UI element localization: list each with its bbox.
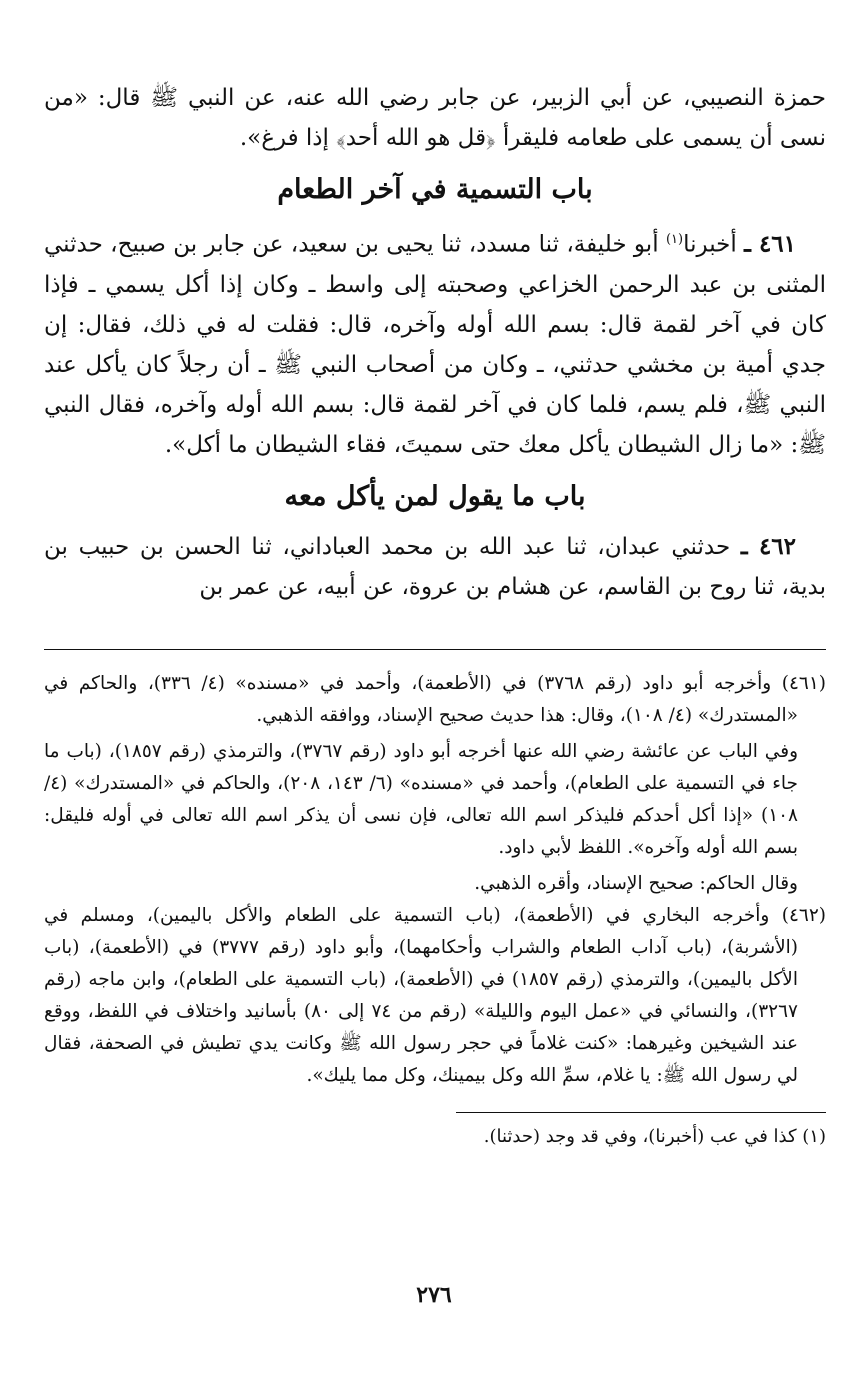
intro-paragraph: حمزة النصيبي، عن أبي الزبير، عن جابر رضي الله عنه، عن النبي ﷺ قال: «من نسى أن يسمى على طعامه فليقرأ ﴿قل هو الله أحد﴾ إذا فرغ».: [44, 85, 826, 151]
hadith-461-text: أبو خليفة، ثنا مسدد، ثنا يحيى بن سعيد، عن جابر بن صبيح، حدثني المثنى بن عبد الرحمن الخزاعي وصحبته إلى واسط ـ وكان إذا أكل يسمي ـ فإذا كان في آخر لقمة قال: بسم الله أوله وآخره، قال: فقلت له في ذلك، فقال: إن جدي أمية بن مخشي حدثني، ـ وكان من أصحاب النبي ﷺ ـ أن رجلاً كان يأكل عند النبي ﷺ، فلم يسم، فلما كان في آخر لقمة قال: بسم الله أوله وآخره، فقال النبي ﷺ: «ما زال الشيطان يأكل معك حتى سميتَ، فقاء الشيطان ما أكل».: [44, 231, 826, 458]
editor-note-divider: [456, 1112, 826, 1113]
footnote-divider: [44, 649, 826, 650]
hadith-461-lead: أخبرنا: [683, 231, 737, 258]
section-heading-tasmiya: باب التسمية في آخر الطعام: [277, 174, 593, 205]
hadith-462-number: ٤٦٢ ـ: [740, 532, 796, 560]
section-heading-eating-companion: باب ما يقول لمن يأكل معه: [284, 480, 586, 512]
page-number: ٢٧٦: [416, 1282, 452, 1308]
hadith-461: [44, 220, 826, 465]
editor-note-1: (١) كذا في عب (أخبرنا)، وفي قد وجد (حدثنا).: [483, 1125, 826, 1147]
footnote-461-hakim: وقال الحاكم: صحيح الإسناد، وأقره الذهبي.: [474, 872, 798, 894]
hadith-462: [44, 527, 826, 607]
footnote-ref-1[interactable]: (١): [665, 232, 684, 247]
hadith-462-text: حدثني عبدان، ثنا عبد الله بن محمد العباداني، ثنا الحسن بن حبيب بن بدية، ثنا روح بن القاسم، عن هشام بن عروة، عن أبيه، عن عمر بن: [44, 533, 826, 600]
footnote-462: (٤٦٢) وأخرجه البخاري في (الأطعمة)، (باب التسمية على الطعام والأكل باليمين)، ومسلم في (الأشربة)، (باب آداب الطعام والشراب وأحكامهما)، وأبو داود (رقم ٣٧٧٧) في (الأطعمة)، (باب الأكل باليمين)، والترمذي (رقم ١٨٥٧) في (الأطعمة)، (باب التسمية على الطعام)، وابن ماجه (رقم ٣٢٦٧)، والنسائي في «عمل اليوم والليلة» (رقم من ٧٤ إلى ٨٠) بأسانيد واختلاف في اللفظ، ووقع عند الشيخين وغيرهما: «كنت غلاماً في حجر رسول الله ﷺ وكانت يدي تطيش في الصحفة، فقال لي رسول الله ﷺ: يا غلام، سمِّ الله وكل بيمينك، وكل مما يليك».: [44, 904, 826, 1086]
footnote-461-aisha: وفي الباب عن عائشة رضي الله عنها أخرجه أبو داود (رقم ٣٧٦٧)، والترمذي (رقم ١٨٥٧)، (باب ما جاء في التسمية على الطعام)، وأحمد في «مسنده» (٦/ ١٤٣، ٢٠٨)، والحاكم في «المستدرك» (٤/ ١٠٨) «إذا أكل أحدكم فليذكر اسم الله تعالى، فإن نسى أن يذكر اسم الله تعالى في أوله فليقل: بسم الله أوله وآخره». اللفظ لأبي داود.: [44, 740, 798, 858]
footnote-461-main: (٤٦١) وأخرجه أبو داود (رقم ٣٧٦٨) في (الأطعمة)، وأحمد في «مسنده» (٤/ ٣٣٦)، والحاكم في «المستدرك» (٤/ ١٠٨)، وقال: هذا حديث صحيح الإسناد، ووافقه الذهبي.: [44, 672, 826, 726]
hadith-461-number: ٤٦١ ـ: [744, 230, 797, 258]
